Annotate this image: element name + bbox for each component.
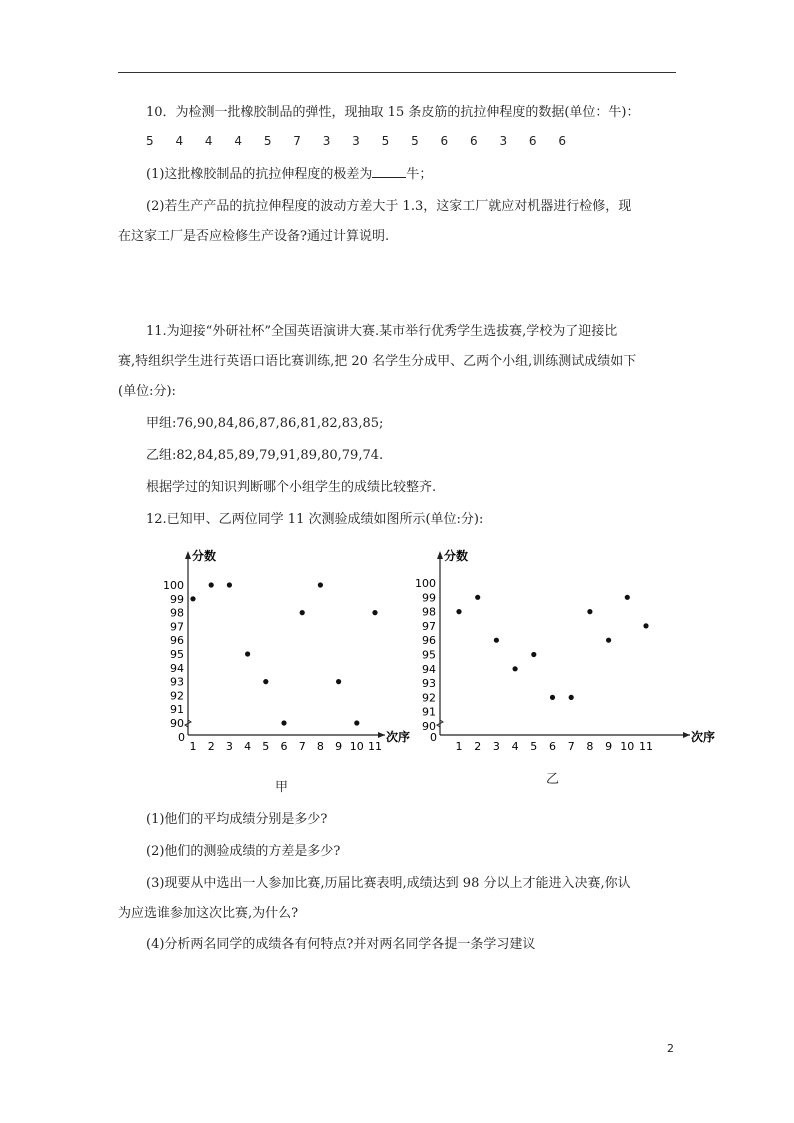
q10-data-row <box>146 134 566 148</box>
data-point <box>475 595 480 600</box>
y-tick-label: 97 <box>422 619 436 633</box>
x-tick-label: 1 <box>189 740 197 753</box>
y-tick-label: 100 <box>163 579 184 592</box>
header-rule <box>118 72 676 73</box>
q12-stem: 12.已知甲、乙两位同学 11 次测验成绩如图所示(单位:分): <box>146 512 484 527</box>
q10-data-value: 6 <box>469 134 478 148</box>
y-axis-arrow <box>437 551 443 559</box>
q10-data-value: 3 <box>352 134 360 148</box>
y-tick-label: 95 <box>170 648 184 661</box>
y-tick-label: 97 <box>170 620 184 634</box>
x-tick-label: 4 <box>511 740 519 753</box>
data-point <box>336 679 341 684</box>
x-tick-label: 11 <box>368 740 382 753</box>
data-point <box>227 582 232 587</box>
data-point <box>318 582 323 587</box>
q12-part3-line2: 为应选谁参加这次比赛,为什么? <box>118 906 299 921</box>
y-tick-label: 92 <box>422 691 436 705</box>
origin-label: 0 <box>178 731 185 744</box>
x-tick-label: 10 <box>620 740 635 753</box>
q10-part2-line1: (2)若生产产品的抗拉伸程度的波动方差大于 1.3，这家工厂就应对机器进行检修，现 <box>146 199 632 214</box>
y-tick-label: 99 <box>170 592 184 606</box>
data-point <box>569 695 574 700</box>
x-tick-label: 7 <box>567 740 575 753</box>
q10-stem: 10．为检测一批橡胶制品的弹性，现抽取 15 条皮筋的抗拉伸程度的数据(单位：牛)： <box>146 105 640 120</box>
x-tick-label: 3 <box>492 740 500 753</box>
data-point <box>263 679 268 684</box>
x-tick-label: 2 <box>474 740 482 753</box>
q10-part2-line2: 在这家工厂是否应检修生产设备?通过计算说明. <box>118 229 390 244</box>
data-point <box>643 623 648 628</box>
data-point <box>209 582 214 587</box>
q10-data-value: 5 <box>263 134 272 148</box>
q10-data-value: 4 <box>204 134 213 148</box>
q10-data-value: 4 <box>234 134 242 148</box>
x-tick-label: 9 <box>605 740 613 753</box>
x-tick-label: 6 <box>280 740 288 753</box>
q10-data-value: 3 <box>499 134 508 148</box>
q10-part1 <box>146 165 432 184</box>
q10-data-value: 5 <box>381 134 390 148</box>
q11-line2: 赛,特组织学生进行英语口语比赛训练,把 20 名学生分成甲、乙两个小组,训练测试成绩如下 <box>118 354 637 369</box>
q10-part1-unit: 牛； <box>406 167 433 182</box>
x-tick-label: 4 <box>244 740 252 753</box>
x-tick-label: 8 <box>316 740 324 753</box>
x-tick-label: 7 <box>298 740 306 753</box>
x-axis-arrow <box>683 732 690 738</box>
data-point <box>550 695 555 700</box>
q10-data-value: 6 <box>558 134 566 148</box>
x-axis-label: 次序 <box>691 730 716 744</box>
q10-data-value: 5 <box>146 134 154 148</box>
x-tick-label: 2 <box>207 740 215 753</box>
data-point <box>354 720 359 725</box>
y-tick-label: 100 <box>415 577 436 590</box>
y-axis-label: 分数 <box>192 549 217 563</box>
q12-part2: (2)他们的测验成绩的方差是多少? <box>146 844 341 859</box>
x-tick-label: 3 <box>225 740 233 753</box>
q10-data-value: 5 <box>411 134 419 148</box>
x-axis-label: 次序 <box>386 730 411 744</box>
q11-group-b: 乙组:82,84,85,89,79,91,89,80,79,74. <box>146 448 384 463</box>
y-axis-arrow <box>185 551 191 559</box>
q10-data-value: 7 <box>293 134 301 148</box>
q11-line1: 11.为迎接“外研社杯”全国英语演讲大赛.某市举行优秀学生选拔赛,学校为了迎接比 <box>146 324 618 339</box>
x-tick-label: 5 <box>262 740 270 753</box>
y-tick-label: 90 <box>170 717 184 730</box>
data-point <box>300 610 305 615</box>
chart-yi <box>415 545 716 765</box>
q11-line3: (单位:分): <box>118 384 176 399</box>
x-tick-label: 8 <box>586 740 594 753</box>
data-point <box>494 638 499 643</box>
y-tick-label: 98 <box>422 605 436 619</box>
q10-data-value: 6 <box>528 134 537 148</box>
y-tick-label: 96 <box>170 634 184 648</box>
data-point <box>456 609 461 614</box>
page-number: 2 <box>667 1042 674 1055</box>
q10-data-value: 4 <box>175 134 184 148</box>
x-tick-label: 5 <box>530 740 538 753</box>
y-tick-label: 90 <box>422 720 436 733</box>
chart-yi-caption: 乙 <box>546 772 560 787</box>
data-point <box>190 596 195 601</box>
y-tick-label: 93 <box>170 675 184 689</box>
y-tick-label: 92 <box>170 689 184 703</box>
x-axis-arrow <box>378 732 385 738</box>
y-tick-label: 96 <box>422 634 436 648</box>
answer-blank <box>372 165 406 178</box>
x-tick-label: 6 <box>549 740 556 753</box>
chart-jia-caption: 甲 <box>275 780 289 795</box>
q12-part1: (1)他们的平均成绩分别是多少? <box>146 812 328 827</box>
data-point <box>513 666 518 671</box>
x-tick-label: 10 <box>349 740 364 753</box>
data-point <box>625 595 630 600</box>
q10-data-value: 3 <box>322 134 331 148</box>
chart-jia <box>155 545 411 765</box>
x-tick-label: 11 <box>639 740 653 753</box>
data-point <box>531 652 536 657</box>
y-tick-label: 98 <box>170 606 184 620</box>
y-tick-label: 94 <box>170 661 184 675</box>
y-tick-label: 93 <box>422 677 436 691</box>
x-tick-label: 9 <box>335 740 343 753</box>
x-tick-label: 1 <box>455 740 463 753</box>
q11-group-a: 甲组:76,90,84,86,87,86,81,82,83,85; <box>146 416 384 431</box>
q12-part4: (4)分析两名同学的成绩各有何特点?并对两名同学各提一条学习建议 <box>146 937 536 952</box>
y-axis-label: 分数 <box>444 549 469 563</box>
y-tick-label: 94 <box>422 662 436 676</box>
origin-label: 0 <box>430 731 437 744</box>
data-point <box>372 610 377 615</box>
y-tick-label: 99 <box>422 591 436 605</box>
y-tick-label: 91 <box>170 703 184 717</box>
q12-part3-line1: (3)现要从中选出一人参加比赛,历届比赛表明,成绩达到 98 分以上才能进入决赛,你认 <box>146 876 631 891</box>
q11-question: 根据学过的知识判断哪个小组学生的成绩比较整齐. <box>146 480 437 495</box>
y-tick-label: 91 <box>422 705 436 719</box>
q10-data-value: 6 <box>440 134 449 148</box>
y-tick-label: 95 <box>422 648 436 662</box>
q10-part1-text: (1)这批橡胶制品的抗拉伸程度的极差为 <box>146 167 373 182</box>
data-point <box>587 609 592 614</box>
data-point <box>281 720 286 725</box>
data-point <box>606 638 611 643</box>
data-point <box>245 651 250 656</box>
